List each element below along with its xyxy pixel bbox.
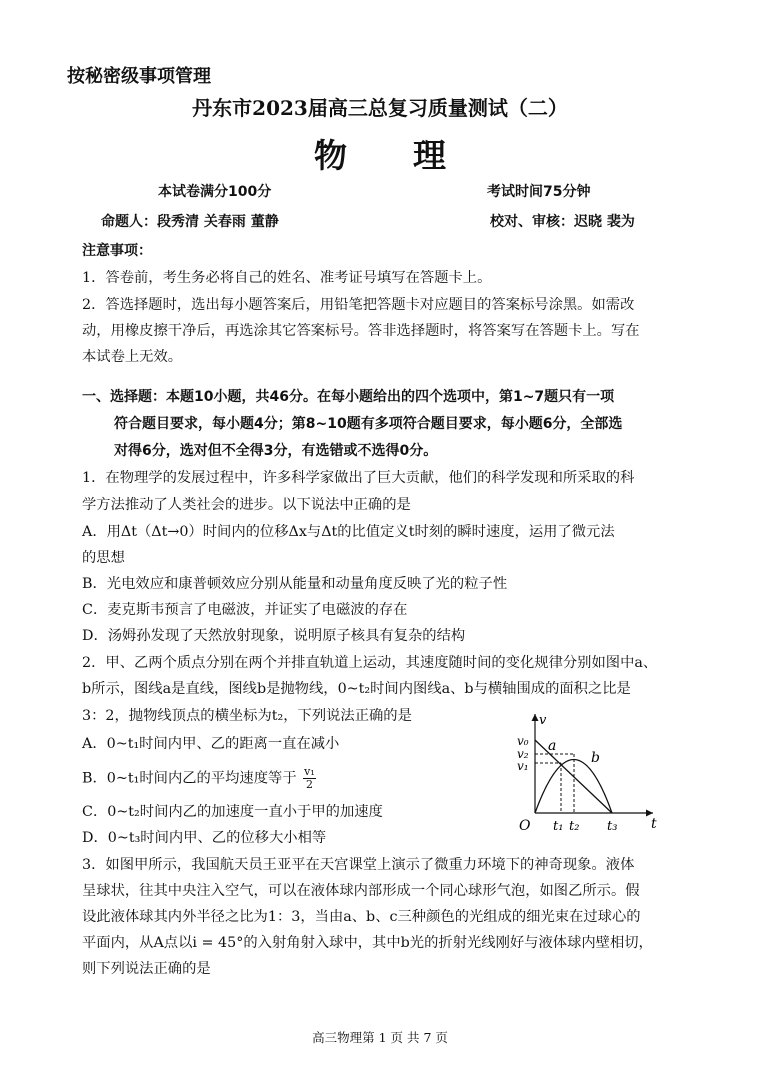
full-score: 本试卷满分100分 [158,184,272,200]
velocity-time-figure [505,708,665,838]
question-3-stem: 设此液体球其内外半径之比为1：3，当由a、b、c三种颜色的光组成的细光束在过球心的 [82,909,641,925]
exam-title: 丹东市2023届高三总复习质量测试（二） [192,96,568,120]
note-line: 2．答选择题时，选出每小题答案后，用铅笔把答题卡对应题目的答案标号涂黑。如需改 [82,297,635,313]
question-2-stem: 2．甲、乙两个质点分别在两个并排直轨道上运动，其速度随时间的变化规律分别如图中a、 [82,655,658,671]
fraction-numerator: v₁ [304,765,315,778]
question-1-option-a: A．用Δt（Δt→0）时间内的位移Δx与Δt的比值定义t时刻的瞬时速度，运用了微元法 [82,524,615,540]
section-instructions: 对得6分，选对但不全得3分，有选错或不选得0分。 [114,443,438,459]
subject-title: 物理 [314,136,512,175]
v1-label: v₁ [517,759,529,773]
question-3-stem: 平面内，从A点以i = 45°的入射角射入球中，其中b光的折射光线刚好与液体球内壁相切， [82,935,653,951]
t1-label: t₁ [553,819,564,834]
question-2-option-d: D．0~t₃时间内甲、乙的位移大小相等 [82,830,327,846]
origin-label: O [519,818,531,834]
question-2-option-b [82,766,316,791]
question-3-stem: 呈球状，往其中央注入空气，可以在液体球内部形成一个同心球形气泡，如图乙所示。假 [82,883,640,899]
fraction-denominator: 2 [305,778,313,791]
v0-label: v₀ [517,734,529,748]
question-2-stem: b所示，图线a是直线，图线b是抛物线，0~t₂时间内图线a、b与横轴围成的面积之比是 [82,681,631,697]
question-2-option-c: C．0~t₂时间内乙的加速度一直小于甲的加速度 [82,804,383,820]
question-2-option-a: A．0~t₁时间内甲、乙的距离一直在减小 [82,736,340,752]
curve-b-label: b [591,750,600,766]
t-axis-label: t [651,816,657,832]
secrecy-label: 按秘密级事项管理 [67,66,211,87]
question-1-option-a: 的思想 [82,550,125,566]
page-footer: 高三物理第 1 页 共 7 页 [312,1030,448,1045]
question-2-stem: 3：2，抛物线顶点的横坐标为t₂，下列说法正确的是 [82,708,412,724]
v2-label: v₂ [517,747,529,761]
note-line: 1．答卷前，考生务必将自己的姓名、准考证号填写在答题卡上。 [82,270,492,286]
question-1-option-b: B．光电效应和康普顿效应分别从能量和动量角度反映了光的粒子性 [82,576,508,592]
fraction [303,766,316,791]
notes-heading: 注意事项： [82,243,152,259]
note-line: 本试卷上无效。 [82,349,183,365]
question-1-stem: 学方法推动了人类社会的进步。以下说法中正确的是 [82,497,411,513]
option-b-text: B．0~t₁时间内乙的平均速度等于 [82,770,297,787]
question-1-stem: 1．在物理学的发展过程中，许多科学家做出了巨大贡献，他们的科学发现和所采取的科 [82,470,635,486]
t2-label: t₂ [569,819,580,834]
question-3-stem: 则下列说法正确的是 [82,961,211,977]
section-instructions: 符合题目要求，每小题4分；第8~10题有多项符合题目要求，每小题6分，全部选 [114,416,623,432]
curve-a-label: a [548,738,557,754]
v-axis-label: v [539,713,547,728]
authors: 命题人：段秀清 关春雨 董静 [101,214,279,230]
t3-label: t₃ [607,819,618,834]
reviewers: 校对、审核：迟晓 裴为 [490,214,635,230]
exam-time: 考试时间75分钟 [487,184,591,200]
question-1-option-d: D．汤姆孙发现了天然放射现象，说明原子核具有复杂的结构 [82,628,466,644]
note-line: 动，用橡皮擦干净后，再选涂其它答案标号。答非选择题时，将答案写在答题卡上。写在 [82,323,640,339]
section-instructions: 一、选择题：本题10小题，共46分。在每小题给出的四个选项中，第1~7题只有一项 [82,389,615,405]
question-1-option-c: C．麦克斯韦预言了电磁波，并证实了电磁波的存在 [82,602,408,618]
question-3-stem: 3．如图甲所示，我国航天员王亚平在天宫课堂上演示了微重力环境下的神奇现象。液体 [82,857,635,873]
